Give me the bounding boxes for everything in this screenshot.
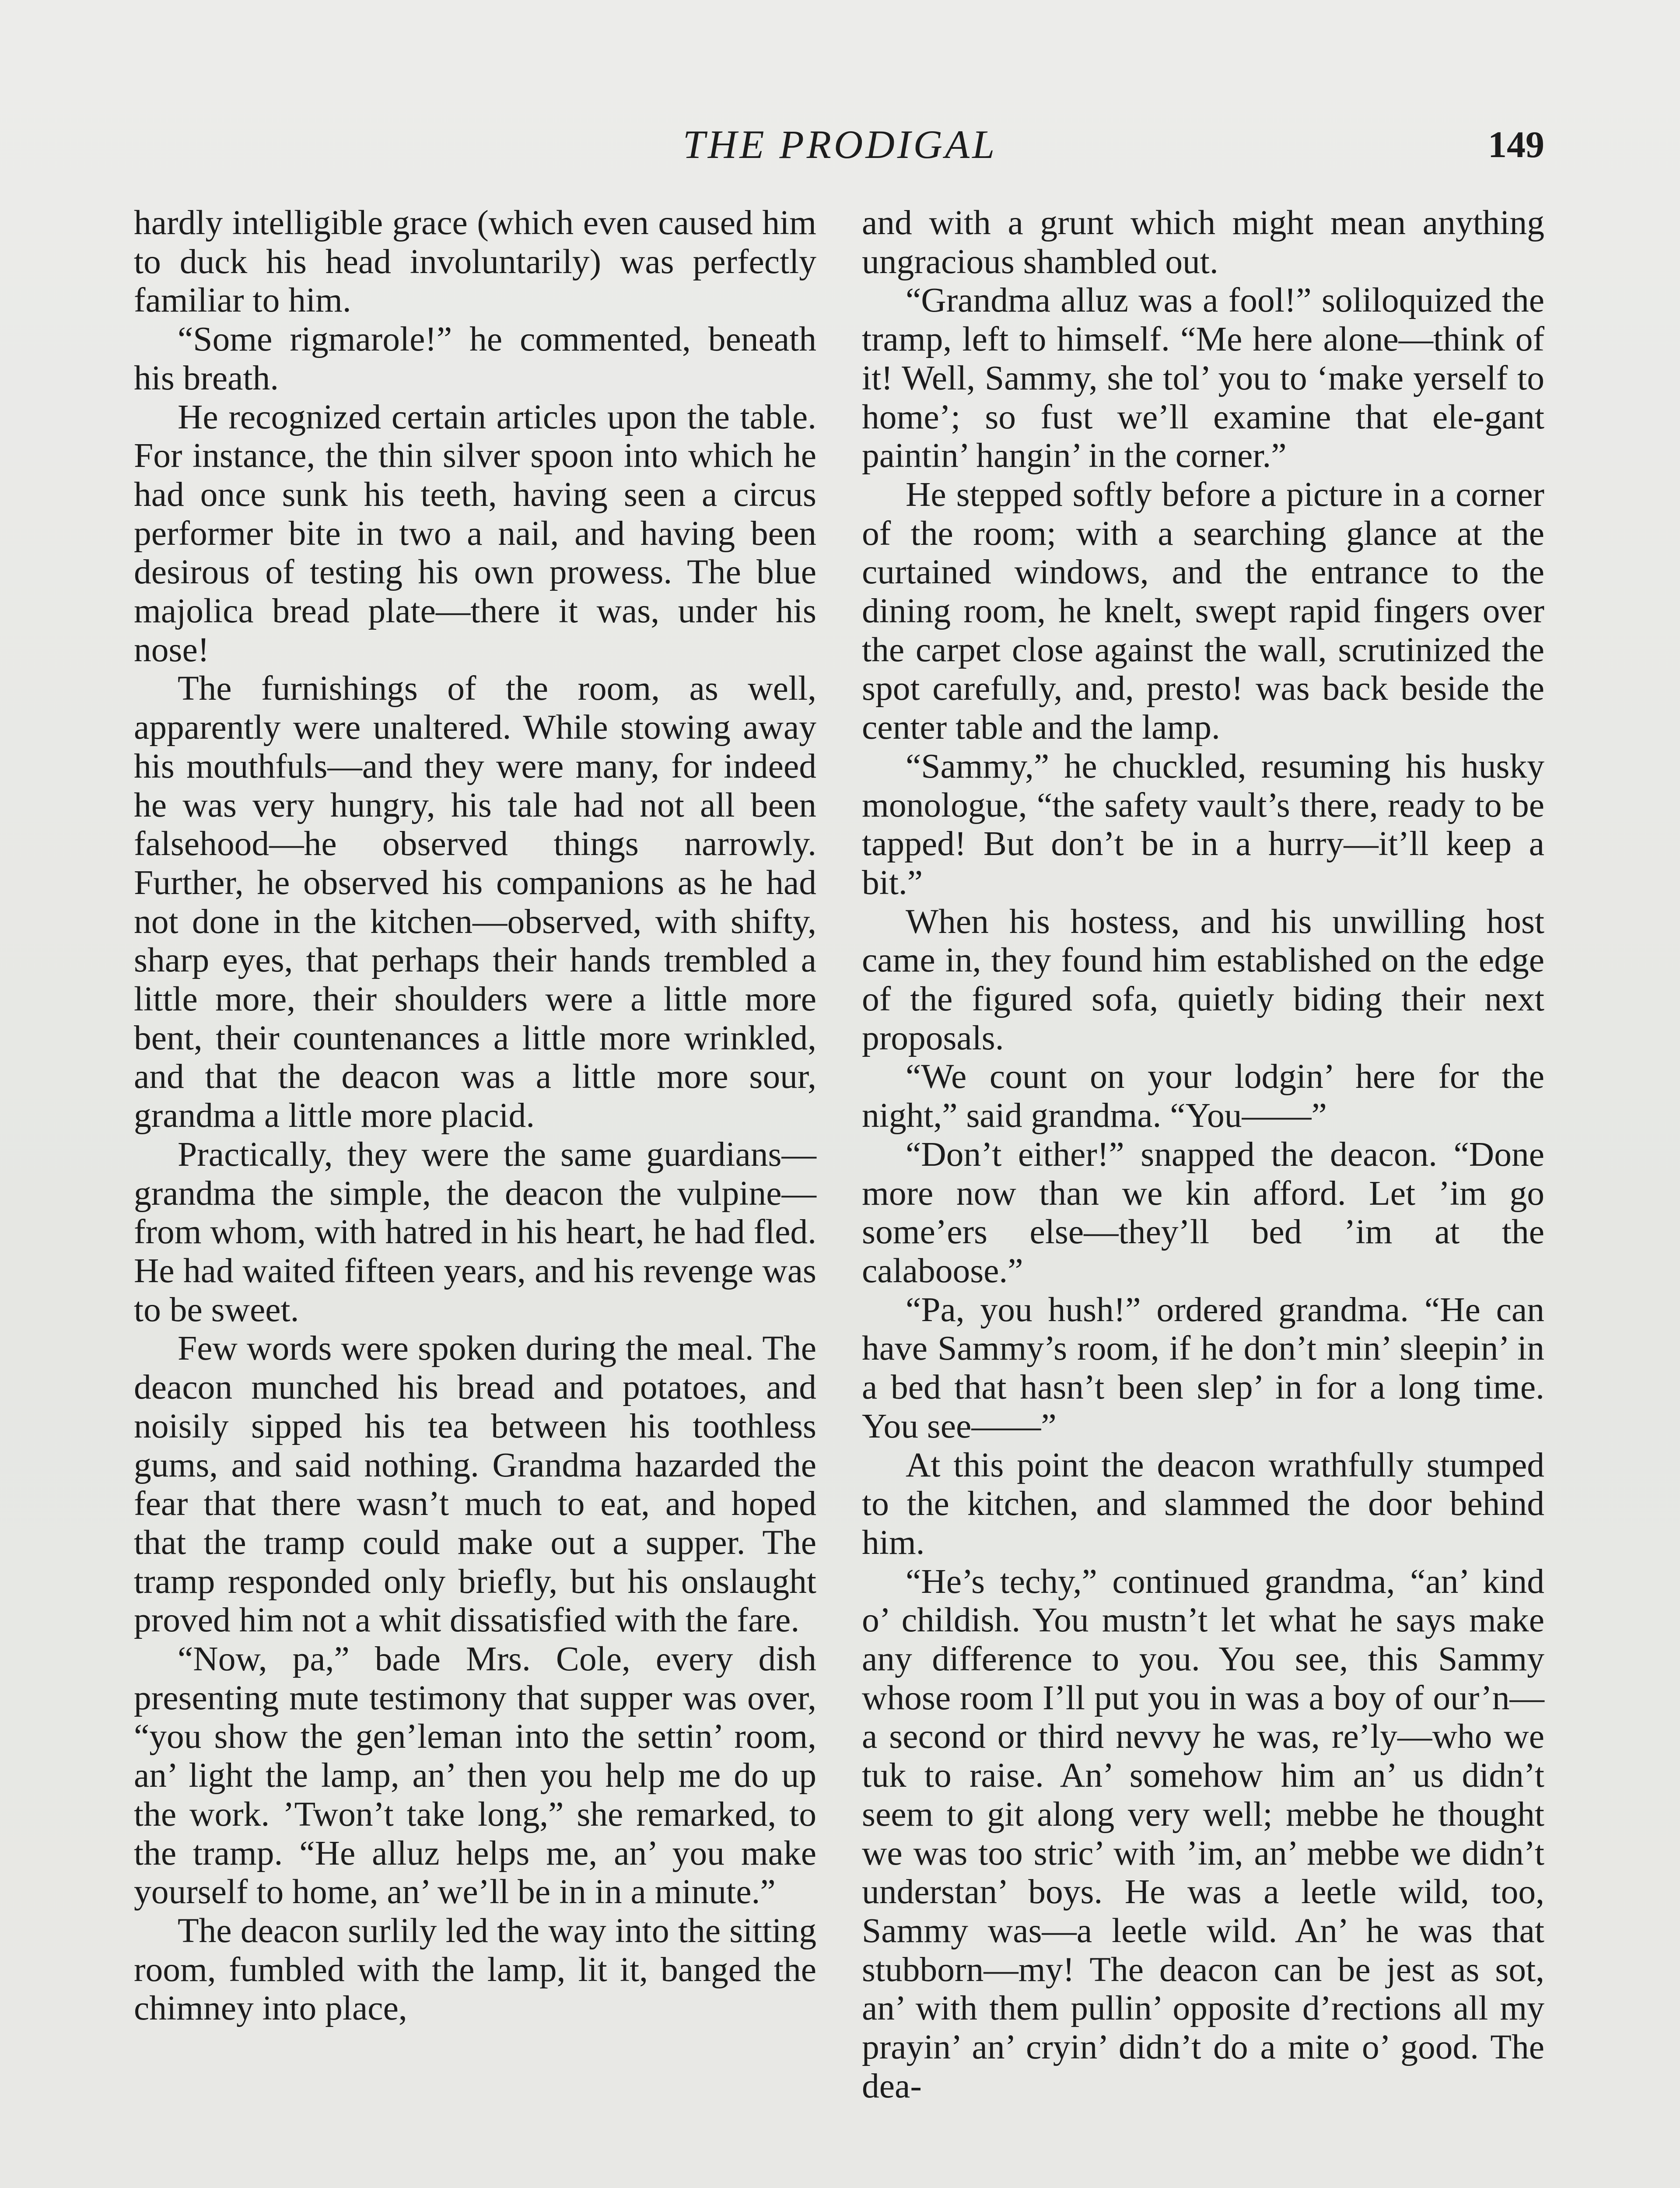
left-column — [134, 203, 816, 2028]
page-number: 149 — [1488, 123, 1544, 165]
running-title: THE PRODIGAL — [682, 122, 998, 167]
paragraph: “Pa, you hush!” ordered grandma. “He can have Sammy’s room, if he don’t min’ sleepin’ in a bed that hasn’t been slep’ in for a long time. You see——” — [862, 1290, 1544, 1445]
paragraph: At this point the deacon wrathfully stumped to the kitchen, and slammed the door behind him. — [862, 1445, 1544, 1562]
paragraph: “Don’t either!” snapped the deacon. “Done more now than we kin afford. Let ’im go some’ers else—they’ll bed ’im at the calaboose.” — [862, 1135, 1544, 1290]
paragraph: When his hostess, and his unwilling host came in, they found him established on the edge of the figured sofa, quietly biding their next proposals. — [862, 902, 1544, 1057]
paragraph: “Grandma alluz was a fool!” soliloquized the tramp, left to himself. “Me here alone—think of it! Well, Sammy, she tol’ you to ‘make yerself to home’; so fust we’ll examine that ele-gant paintin’ hangin’ in the corner.” — [862, 281, 1544, 475]
paragraph: “Sammy,” he chuckled, resuming his husky monologue, “the safety vault’s there, ready to be tapped! But don’t be in a hurry—it’ll keep a bit.” — [862, 747, 1544, 902]
right-column — [862, 203, 1544, 2105]
paragraph: The deacon surlily led the way into the sitting room, fumbled with the lamp, lit it, banged the chimney into place, — [134, 1911, 816, 2028]
paragraph: “Now, pa,” bade Mrs. Cole, every dish presenting mute testimony that supper was over, “you show the gen’leman into the settin’ room, an’ light the lamp, an’ then you help me do up the work. ’Twon’t take long,” she remarked, to the tramp. “He alluz helps me, an’ you make yourself to home, an’ we’ll be in in a minute.” — [134, 1640, 816, 1911]
paragraph: He recognized certain articles upon the table. For instance, the thin silver spoon into which he had once sunk his teeth, having seen a circus performer bite in two a nail, and having been desirous of testing his own prowess. The blue majolica bread plate—there it was, under his nose! — [134, 397, 816, 669]
paragraph: hardly intelligible grace (which even caused him to duck his head involuntarily) was perfectly familiar to him. — [134, 203, 816, 320]
running-head — [136, 118, 1544, 179]
paragraph: Few words were spoken during the meal. The deacon munched his bread and potatoes, and noisily sipped his tea between his toothless gums, and said nothing. Grandma hazarded the fear that there wasn’t much to eat, and hoped that the tramp could make out a supper. The tramp responded only briefly, but his onslaught proved him not a whit dissatisfied with the fare. — [134, 1329, 816, 1640]
paragraph: and with a grunt which might mean anything ungracious shambled out. — [862, 203, 1544, 281]
paragraph: “We count on your lodgin’ here for the night,” said grandma. “You——” — [862, 1057, 1544, 1135]
paragraph: “He’s techy,” continued grandma, “an’ kind o’ childish. You mustn’t let what he says make any difference to you. You see, this Sammy whose room I’ll put you in was a boy of our’n—a second or third nevvy he was, re’ly—who we tuk to raise. An’ somehow him an’ us didn’t seem to git along very well; mebbe he thought we was too stric’ with ’im, an’ mebbe we didn’t understan’ boys. He was a leetle wild, too, Sammy was—a leetle wild. An’ he was that stubborn—my! The deacon can be jest as sot, an’ with them pullin’ opposite d’rections all my prayin’ an’ cryin’ didn’t do a mite o’ good. The dea- — [862, 1562, 1544, 2105]
paragraph: He stepped softly before a picture in a corner of the room; with a searching glance at the curtained windows, and the entrance to the dining room, he knelt, swept rapid fingers over the carpet close against the wall, scrutinized the spot carefully, and, presto! was back beside the center table and the lamp. — [862, 475, 1544, 747]
paragraph: “Some rigmarole!” he commented, beneath his breath. — [134, 320, 816, 397]
paragraph: Practically, they were the same guardians—grandma the simple, the deacon the vulpine—from whom, with hatred in his heart, he had fled. He had waited fifteen years, and his revenge was to be sweet. — [134, 1135, 816, 1329]
paragraph: The furnishings of the room, as well, apparently were unaltered. While stowing away his mouthfuls—and they were many, for indeed he was very hungry, his tale had not all been falsehood—he observed things narrowly. Further, he observed his companions as he had not done in the kitchen—observed, with shifty, sharp eyes, that perhaps their hands trembled a little more, their shoulders were a little more bent, their countenances a little more wrinkled, and that the deacon was a little more sour, grandma a little more placid. — [134, 669, 816, 1135]
